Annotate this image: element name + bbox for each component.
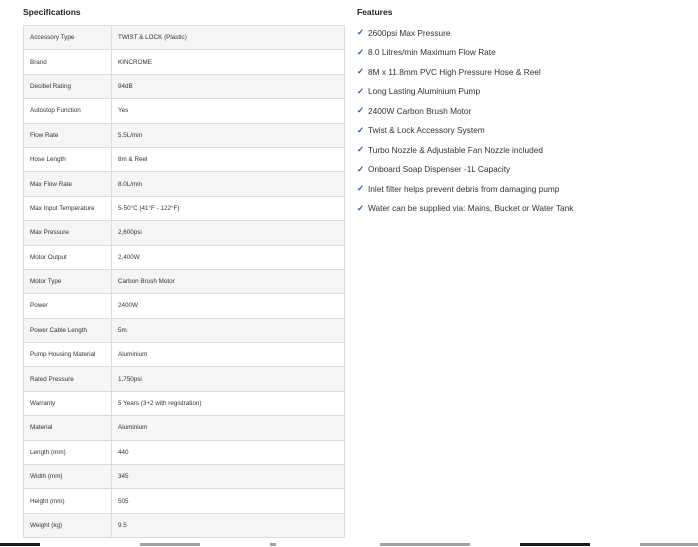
- spec-row: [24, 367, 345, 391]
- spec-label: Width (mm): [24, 465, 112, 489]
- feature-text: Water can be supplied via: Mains, Bucket or Water Tank: [368, 203, 574, 214]
- spec-row: [24, 489, 345, 513]
- spec-value: KINCROME: [112, 50, 345, 74]
- spec-label: Weight (kg): [24, 513, 112, 537]
- spec-value: 5.5L/min: [112, 123, 345, 147]
- bottom-strip-segment: [640, 543, 698, 546]
- feature-item: [357, 62, 687, 82]
- bottom-strip-segment: [270, 543, 276, 546]
- check-icon: ✓: [357, 163, 365, 174]
- spec-value: 2,400W: [112, 245, 345, 269]
- spec-row: [24, 513, 345, 537]
- feature-text: Twist & Lock Accessory System: [368, 125, 485, 136]
- spec-row: [24, 318, 345, 342]
- feature-text: 8M x 11.8mm PVC High Pressure Hose & Reel: [368, 66, 541, 77]
- feature-item: [357, 160, 687, 180]
- spec-row: [24, 26, 345, 50]
- spec-label: Hose Length: [24, 147, 112, 171]
- bottom-strip-segment: [380, 543, 470, 546]
- spec-value: TWIST & LOCK (Plastic): [112, 26, 345, 50]
- spec-label: Height (mm): [24, 489, 112, 513]
- spec-label: Power Cable Length: [24, 318, 112, 342]
- specifications-table: [23, 25, 345, 538]
- spec-value: 345: [112, 465, 345, 489]
- spec-label: Power: [24, 294, 112, 318]
- features-section: [357, 6, 687, 218]
- spec-value: 94dB: [112, 74, 345, 98]
- spec-label: Motor Output: [24, 245, 112, 269]
- feature-text: Inlet filter helps prevent debris from damaging pump: [368, 183, 560, 194]
- spec-row: [24, 416, 345, 440]
- feature-item: [357, 82, 687, 102]
- feature-item: [357, 23, 687, 43]
- check-icon: ✓: [357, 66, 365, 77]
- spec-value: 9.5: [112, 513, 345, 537]
- spec-value: 8m & Reel: [112, 147, 345, 171]
- check-icon: ✓: [357, 124, 365, 135]
- bottom-strip-segment: [140, 543, 200, 546]
- spec-row: [24, 465, 345, 489]
- spec-label: Warranty: [24, 391, 112, 415]
- spec-value: Aluminium: [112, 416, 345, 440]
- check-icon: ✓: [357, 202, 365, 213]
- feature-item: [357, 121, 687, 141]
- spec-value: 505: [112, 489, 345, 513]
- spec-row: [24, 221, 345, 245]
- spec-row: [24, 269, 345, 293]
- spec-row: [24, 196, 345, 220]
- bottom-strip-segment: [0, 543, 40, 546]
- spec-label: Decibel Rating: [24, 74, 112, 98]
- spec-label: Flow Rate: [24, 123, 112, 147]
- feature-text: 2600psi Max Pressure: [368, 27, 451, 38]
- feature-text: 2400W Carbon Brush Motor: [368, 105, 472, 116]
- features-heading: Features: [357, 7, 393, 17]
- spec-value: Carbon Brush Motor: [112, 269, 345, 293]
- feature-text: Long Lasting Aluminium Pump: [368, 86, 481, 97]
- spec-label: Max Flow Rate: [24, 172, 112, 196]
- check-icon: ✓: [357, 85, 365, 96]
- spec-row: [24, 123, 345, 147]
- feature-text: Turbo Nozzle & Adjustable Fan Nozzle included: [368, 144, 543, 155]
- check-icon: ✓: [357, 105, 365, 116]
- spec-label: Length (mm): [24, 440, 112, 464]
- spec-label: Pump Housing Material: [24, 343, 112, 367]
- features-list: [357, 23, 687, 218]
- spec-label: Rated Pressure: [24, 367, 112, 391]
- spec-row: [24, 343, 345, 367]
- spec-label: Accessory Type: [24, 26, 112, 50]
- spec-value: 8.0L/min: [112, 172, 345, 196]
- spec-value: 2,600psi: [112, 221, 345, 245]
- feature-item: [357, 179, 687, 199]
- spec-label: Max Input Temperature: [24, 196, 112, 220]
- spec-value: Yes: [112, 99, 345, 123]
- spec-value: Aluminium: [112, 343, 345, 367]
- spec-label: Motor Type: [24, 269, 112, 293]
- check-icon: ✓: [357, 27, 365, 38]
- spec-row: [24, 440, 345, 464]
- feature-text: 8.0 Litres/min Maximum Flow Rate: [368, 47, 496, 58]
- bottom-scroll-strip: [0, 542, 698, 547]
- spec-label: Max Pressure: [24, 221, 112, 245]
- feature-item: [357, 101, 687, 121]
- spec-value: 1,750psi: [112, 367, 345, 391]
- feature-item: [357, 140, 687, 160]
- check-icon: ✓: [357, 46, 365, 57]
- specifications-table-body: [24, 26, 345, 538]
- spec-label: Brand: [24, 50, 112, 74]
- feature-item: [357, 199, 687, 219]
- feature-item: [357, 43, 687, 63]
- specifications-heading: Specifications: [23, 7, 81, 17]
- spec-label: Material: [24, 416, 112, 440]
- spec-value: 440: [112, 440, 345, 464]
- spec-value: 5-50°C (41°F - 122°F): [112, 196, 345, 220]
- spec-row: [24, 391, 345, 415]
- spec-value: 5m: [112, 318, 345, 342]
- spec-label: Autostop Function: [24, 99, 112, 123]
- spec-value: 2400W: [112, 294, 345, 318]
- spec-row: [24, 99, 345, 123]
- spec-row: [24, 172, 345, 196]
- spec-row: [24, 74, 345, 98]
- spec-value: 5 Years (3+2 with registration): [112, 391, 345, 415]
- specifications-section: [23, 6, 345, 538]
- spec-row: [24, 147, 345, 171]
- spec-row: [24, 245, 345, 269]
- spec-row: [24, 50, 345, 74]
- bottom-strip-segment: [520, 543, 590, 546]
- spec-row: [24, 294, 345, 318]
- check-icon: ✓: [357, 183, 365, 194]
- feature-text: Onboard Soap Dispenser -1L Capacity: [368, 164, 511, 175]
- check-icon: ✓: [357, 144, 365, 155]
